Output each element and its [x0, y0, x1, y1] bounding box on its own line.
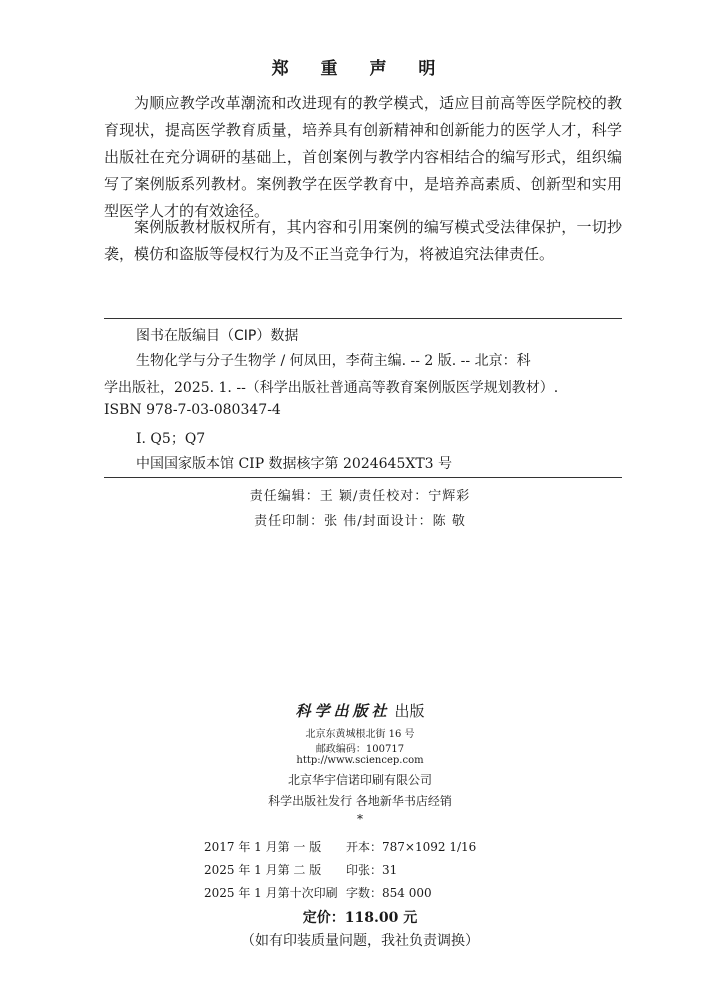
cip-line-1: 生物化学与分子生物学 / 何凤田，李荷主编. -- 2 版. -- 北京：科	[136, 353, 531, 369]
printer-name: 北京华宇信诺印刷有限公司	[287, 773, 432, 787]
cip-heading: 图书在版编目（CIP）数据	[136, 328, 299, 344]
edition-date-3: 2025 年 1 月第十次印刷	[204, 886, 338, 900]
edition-row-2	[204, 861, 397, 878]
staff-line-1: 责任编辑：王 颖/责任校对：宁辉彩	[249, 489, 471, 504]
publisher-address: 北京东黄城根北街 16 号	[305, 729, 415, 740]
price: 定价：118.00 元	[302, 910, 418, 926]
declaration-paragraph-2	[104, 214, 622, 268]
edition-info-3: 字数：854 000	[346, 886, 432, 900]
edition-info-1: 开本：787×1092 1/16	[346, 840, 477, 854]
cip-top-rule	[104, 318, 622, 319]
cip-line-2: 学出版社，2025. 1. --（科学出版社普通高等教育案例版医学规划教材）.	[104, 380, 559, 396]
quality-notice: （如有印装质量问题，我社负责调换）	[241, 933, 479, 949]
cip-record: 中国国家版本馆 CIP 数据核字第 2024645XT3 号	[136, 456, 453, 472]
cip-bottom-rule	[104, 477, 622, 478]
page-title: 郑 重 声 明	[271, 59, 449, 79]
publisher-url: http://www.sciencep.com	[296, 755, 424, 766]
staff-line-2: 责任印制：张 伟/封面设计：陈 敬	[254, 514, 466, 529]
edition-date-1: 2017 年 1 月第 一 版	[204, 840, 322, 854]
declaration-text-1: 为顺应教学改革潮流和改进现有的教学模式，适应目前高等医学院校的教育现状，提高医学教育质量，培养具有创新精神和创新能力的医学人才，科学出版社在充分调研的基础上，首创案例与教学内容相结合的编写形式，组织编写了案例版系列教材。案例教学在医学教育中，是培养高素质、创新型和实用型医学人才的有效途径。	[104, 94, 622, 220]
declaration-text-2: 案例版教材版权所有，其内容和引用案例的编写模式受法律保护，一切抄袭，模仿和盗版等侵权行为及不正当竞争行为，将被追究法律责任。	[104, 218, 622, 263]
edition-date-2: 2025 年 1 月第 二 版	[204, 863, 322, 877]
edition-row-1	[204, 838, 476, 855]
publisher-logo-name: 科学出版社	[295, 702, 391, 720]
cip-classification: Ⅰ. Q5；Q7	[136, 431, 206, 447]
edition-row-3	[204, 884, 432, 901]
declaration-paragraph-1	[104, 90, 622, 225]
distribution-info: 科学出版社发行 各地新华书店经销	[268, 794, 452, 808]
separator-star: *	[357, 812, 363, 826]
publisher-postcode: 邮政编码：100717	[315, 744, 405, 755]
publisher-line	[0, 700, 720, 721]
cip-isbn: ISBN 978-7-03-080347-4	[104, 402, 281, 418]
edition-info-2: 印张：31	[346, 863, 398, 877]
publisher-suffix: 出版	[394, 702, 425, 720]
